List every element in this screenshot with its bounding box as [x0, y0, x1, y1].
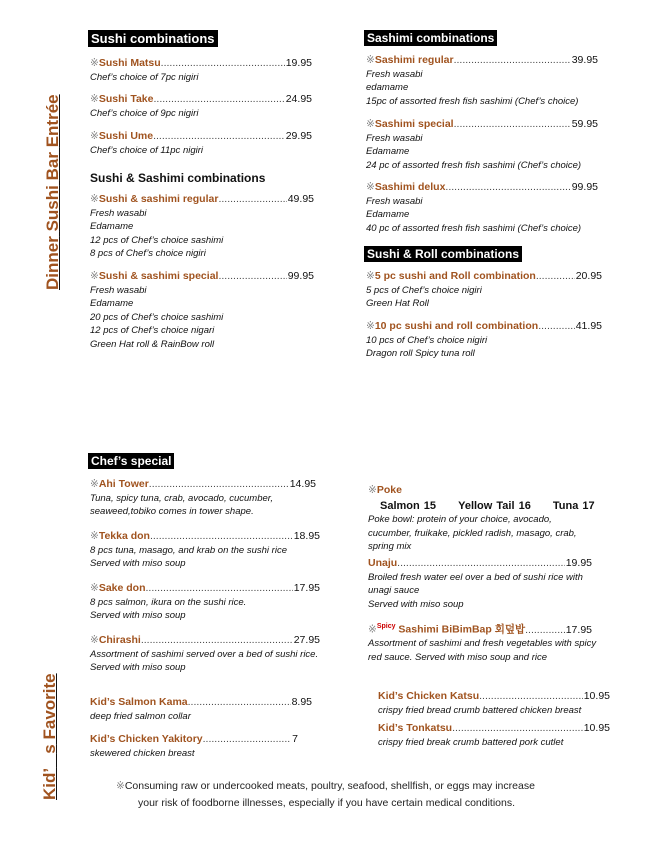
- menu-item-chirashi: ※Chirashi ..... 27.95 Assortment of sashimi served over a bed of sushi rice. Served with miso soup: [90, 634, 320, 675]
- menu-item-sashimi-delux: ※Sashimi delux ..... 99.95 Fresh wasabi Edamame 40 pc of assorted fresh fish sashimi (Chef’s choice): [366, 181, 598, 235]
- poke-option-tuna: Tuna 17: [552, 499, 595, 512]
- menu-item-sushi-sashimi-regular: ※Sushi & sashimi regular ..... 49.95 Fresh wasabi Edamame 12 pcs of Chef’s choice sashimi 8 pcs of Chef’s choice nigiri: [90, 193, 314, 261]
- section-sashimi-combinations: Sashimi combinations: [364, 30, 497, 46]
- menu-item-unaju: Unaju ..... 19.95 Broiled fresh water eel over a bed of sushi rice with unagi sauce Served with miso soup: [368, 557, 592, 611]
- section-sushi-combinations: Sushi combinations: [88, 30, 218, 47]
- dinner-vertical-title: [43, 94, 63, 290]
- favorite-word: Favorite: [40, 673, 59, 740]
- menu-item-sake-don: ※Sake don ..... 17.95 8 pcs salmon, ikura on the sushi rice. Served with miso soup: [90, 582, 320, 623]
- menu-item-sushi-matsu: ※Sushi Matsu ..... 19.95 Chef’s choice of 7pc nigiri: [90, 57, 312, 84]
- food-safety-notice: ※Consuming raw or undercooked meats, poultry, seafood, shellfish, or eggs may increase your risk of foodborne illnesses, especially if you have certain medical conditions.: [116, 780, 535, 809]
- section-sushi-roll-combinations: Sushi & Roll combinations: [364, 246, 522, 262]
- menu-item-10pc-roll-combination: ※10 pc sushi and roll combination ..... 41.95 10 pcs of Chef’s choice nigiri Dragon roll Spicy tuna roll: [366, 320, 602, 361]
- menu-item-kids-chicken-katsu: Kid’s Chicken Katsu ..... 10.95 crispy fried bread crumb battered chicken breast: [378, 690, 610, 717]
- menu-item-5pc-roll-combination: ※5 pc sushi and Roll combination ..... 20.95 5 pcs of Chef’s choice nigiri Green Hat Roll: [366, 270, 602, 311]
- menu-item-tekka-don: ※Tekka don ..... 18.95 8 pcs tuna, masago, and krab on the sushi rice Served with miso soup: [90, 530, 320, 571]
- sushi-word: Sushi: [43, 185, 62, 232]
- menu-item-kids-salmon-kama: Kid’s Salmon Kama ..... 8.95 deep fried salmon collar: [90, 696, 312, 723]
- menu-item-sushi-sashimi-special: ※Sushi & sashimi special ..... 99.95 Fresh wasabi Edamame 20 pcs of Chef’s choice sashimi 12 pcs of Chef’s choice nigari Green Hat roll & RainBow roll: [90, 270, 314, 351]
- menu-item-sushi-take: ※Sushi Take ..... 24.95 Chef’s choice of 9pc nigiri: [90, 93, 312, 120]
- spicy-tag: Spicy: [376, 623, 396, 630]
- dinner-word: Dinner: [43, 236, 62, 290]
- poke-option-yellowtail: Yellow Tail 16: [458, 499, 531, 512]
- menu-item-kids-chicken-yakitory: Kid’s Chicken Yakitory ..... 7 skewered chicken breast: [90, 733, 298, 760]
- menu-item-poke: ※Poke Salmon 15 Yellow Tail 16 Tuna 17 Poke bowl: protein of your choice, avocado, cucumber, fruikake, pickled radish, masago, crab, spring mix: [368, 484, 595, 552]
- menu-item-sashimi-special: ※Sashimi special ..... 59.95 Fresh wasabi Edamame 24 pc of assorted fresh fish sashimi (Chef’s choice): [366, 118, 598, 172]
- s-word: s: [40, 744, 59, 754]
- entree-word: Entrée: [43, 94, 62, 148]
- menu-item-ahi-tower: ※Ahi Tower ..... 14.95 Tuna, spicy tuna, crab, avocado, cucumber, seaweed,tobiko comes in tower shape.: [90, 478, 316, 519]
- menu-item-kids-tonkatsu: Kid’s Tonkatsu ..... 10.95 crispy fried break crumb battered pork cutlet: [378, 722, 610, 749]
- kid-word: Kid’: [40, 767, 59, 800]
- poke-option-salmon: Salmon 15: [380, 499, 437, 512]
- section-sushi-sashimi-combinations: Sushi & Sashimi combinations: [90, 171, 266, 185]
- menu-item-sashimi-bibimbap: ※$^{Spicy}$ Sashimi BiBimBap 회덮밥 ..... 17.95 Assortment of sashimi and fresh vegetables with spicy red sauce. Served with miso soup and rice: [368, 620, 592, 664]
- section-chefs-special: Chef’s special: [88, 453, 174, 469]
- menu-item-sashimi-regular: ※Sashimi regular ..... 39.95 Fresh wasabi edamame 15pc of assorted fresh fish sashimi (Chef’s choice): [366, 54, 598, 108]
- menu-item-sushi-ume: ※Sushi Ume ..... 29.95 Chef’s choice of 11pc nigiri: [90, 130, 312, 157]
- bar-word: Bar: [43, 152, 62, 181]
- kids-vertical-title: [40, 673, 60, 800]
